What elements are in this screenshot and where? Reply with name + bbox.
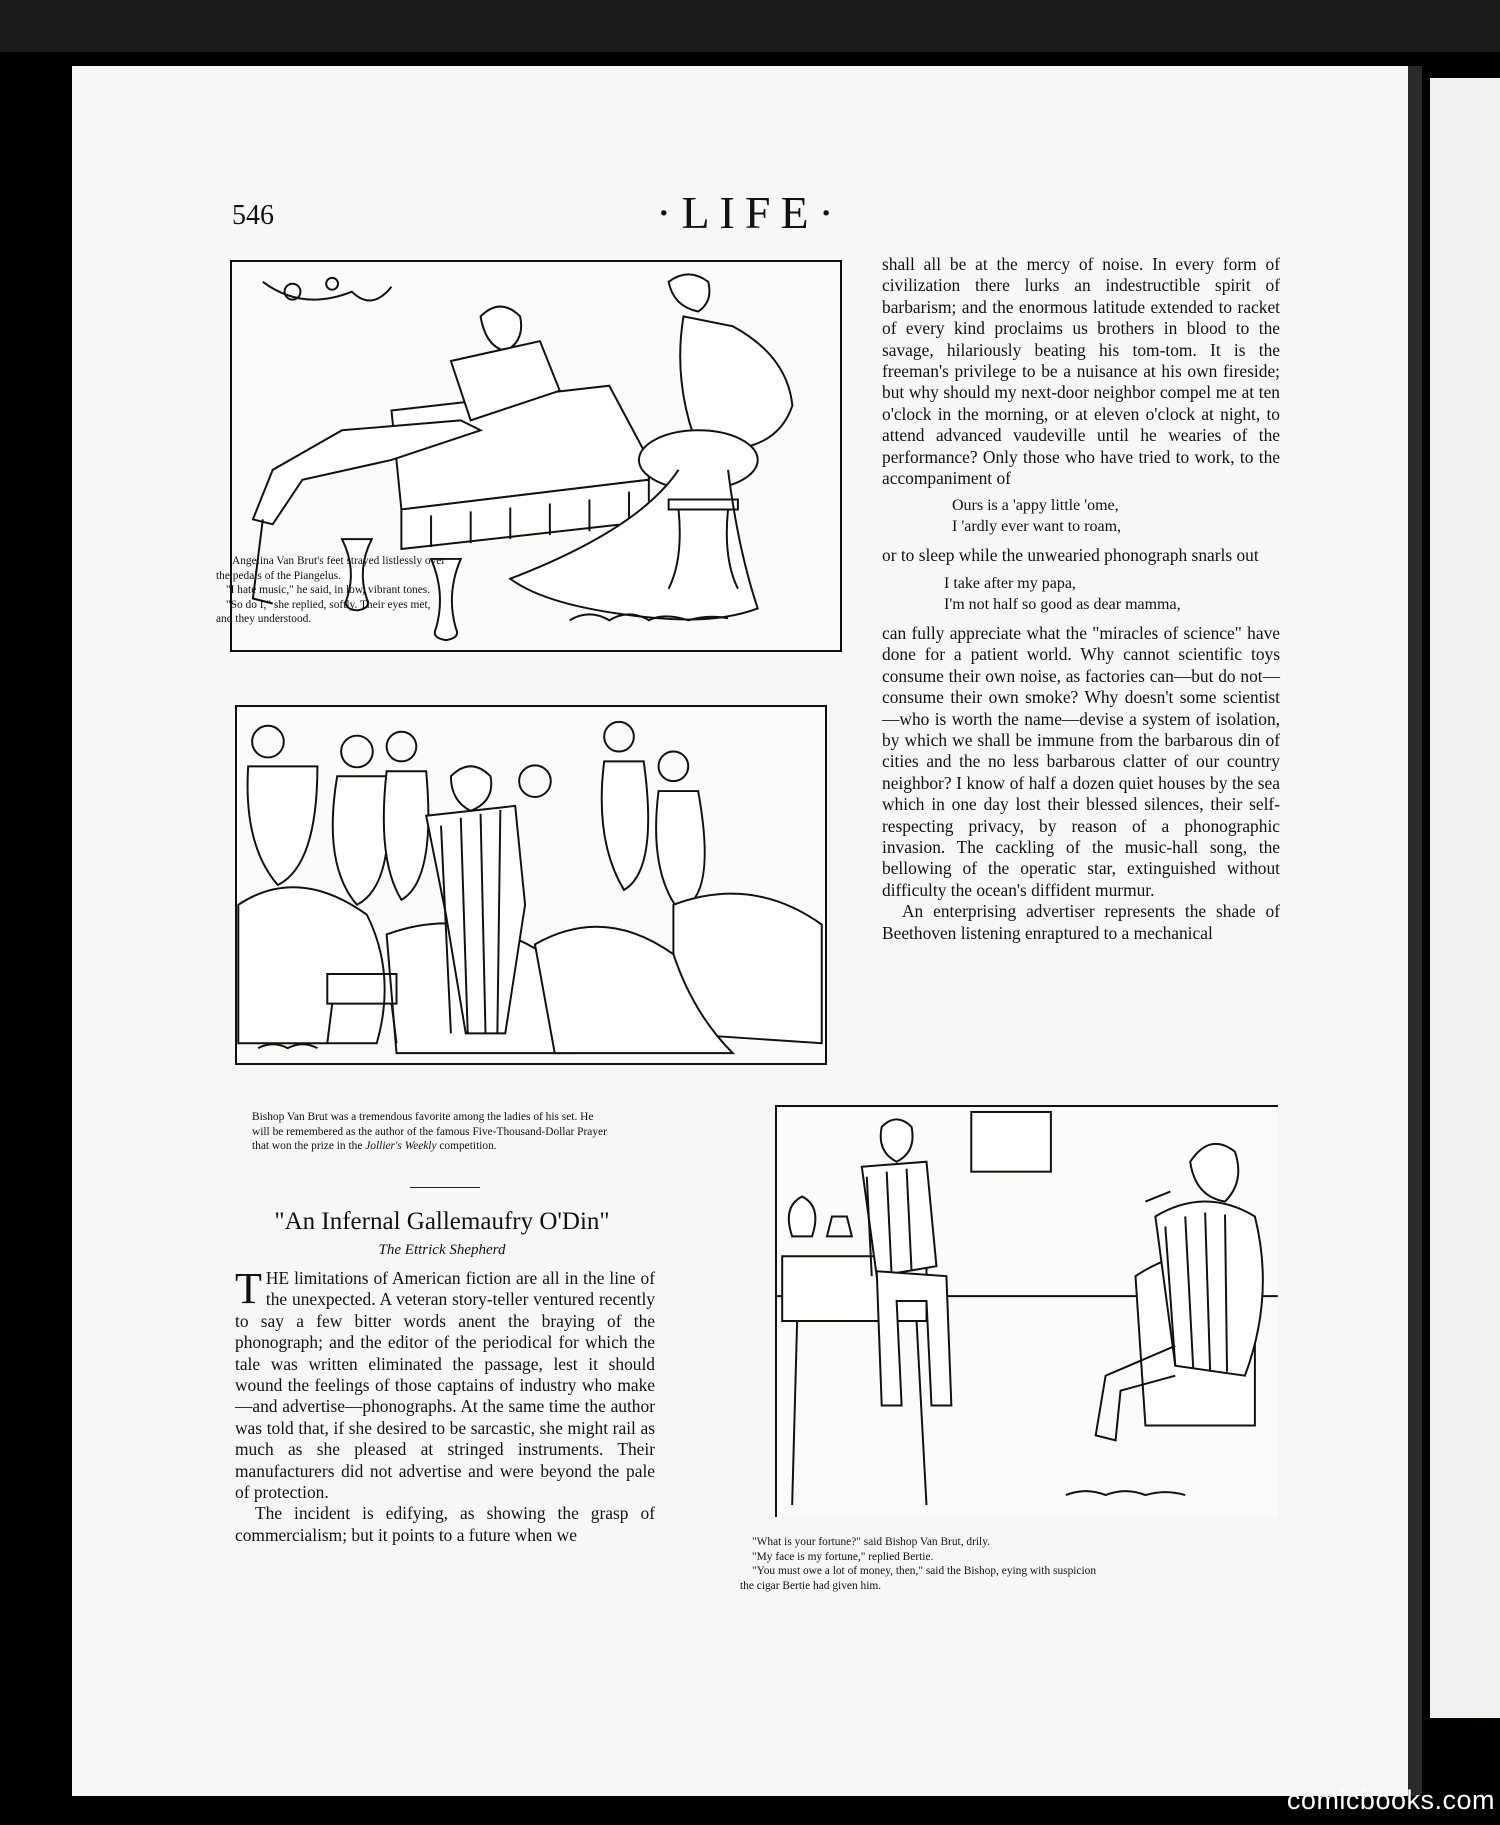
bertie-bishop-drawing: [777, 1107, 1278, 1517]
bishop-ladies-drawing: [237, 707, 825, 1063]
cartoon3-caption-line2: "My face is my fortune," replied Bertie.: [752, 1550, 934, 1563]
cartoon-bertie-bishop-illustration: [775, 1105, 1278, 1517]
cartoon-piano-illustration: [216, 260, 842, 652]
verse-block-1: [882, 495, 1280, 537]
masthead-title: ·LIFE·: [656, 187, 844, 238]
cartoon2-caption-line2: will be remembered as the author of the famous Five-Thousand-Dollar Prayer: [252, 1125, 607, 1138]
verse2-line1: I take after my papa,: [944, 574, 1076, 592]
adjacent-page-edge: [1430, 78, 1500, 1718]
cartoon2-caption: [252, 1110, 607, 1154]
cartoon3-caption-line1: "What is your fortune?" said Bishop Van Brut, drily.: [752, 1536, 991, 1548]
article-body: [235, 1264, 655, 1546]
right-column-paragraph-4: An enterprising advertiser represents the shade of Beethoven listening enraptured to a mechanical: [882, 901, 1280, 943]
article-paragraph-1: [235, 1264, 655, 1503]
right-column-text: [882, 254, 1280, 944]
cartoon1-caption: [216, 554, 445, 627]
article-dropcap: T: [235, 1264, 262, 1313]
cartoon2-caption-line1: Bishop Van Brut was a tremendous favorite among the ladies of his set. He: [252, 1111, 594, 1123]
cartoon3-caption-line3: "You must owe a lot of money, then," said the Bishop, eying with suspicion: [752, 1565, 1097, 1578]
cartoon2-caption-line3-pre: that won the prize in the: [252, 1140, 366, 1153]
cartoon2-caption-line3-post: competition.: [436, 1140, 497, 1153]
article-title: "An Infernal Gallemaufry O'Din": [274, 1208, 610, 1235]
page-gutter-shadow: [1408, 66, 1422, 1796]
cartoon1-caption-line2: the pedals of the Piangelus.: [216, 569, 341, 582]
cartoon1-caption-line1: Angelina Van Brut's feet strayed listlessly over: [232, 555, 446, 567]
cartoon1-caption-line5: and they understood.: [216, 613, 312, 626]
right-column-paragraph-3: can fully appreciate what the "miracles of science" have done for a patient world. Why cannot scientific toys consume their own noise, as factories can—but do not—consume their own smoke? Why doesn't some scientist—who is worth the name—devise a system of isolation, by which we shall be immune from the barbarous din of cities and the no less barbarous clatter of our country neighbor? I know of half a dozen quiet houses by the sea which in one day lost their blessed silences, their self-respecting privacy, by reason of a phonographic invasion. The cackling of the music-hall song, the bellowing of the operatic star, extinguished without difficulty the ocean's diffident murmur.: [882, 622, 1280, 900]
cartoon-bishop-ladies-illustration: [235, 705, 827, 1065]
page-number: 546: [232, 200, 274, 231]
right-column-paragraph-1: shall all be at the mercy of noise. In every form of civilization there lurks an indestructible spirit of barbarism; and the enormous latitude extended to racket of every kind proclaims us brothers in blood to the savage, hilariously beating his tom-tom. It is the freeman's privilege to be a nuisance at his own fireside; but why should my next-door neighbor compel me at ten o'clock in the morning, or at eleven o'clock at night, to attend advanced vaudeville until he wearies of the performance? Only those who have tried to work, to the accompaniment of: [882, 254, 1280, 489]
verse1-line1: Ours is a 'appy little 'ome,: [952, 497, 1119, 515]
article-paragraph-1-text: HE limitations of American fiction are all in the line of the unexpected. A veteran story-teller ventured recently to say a few bitter words anent the braying of the phonograph; and the editor of the periodical for which the tale was written eliminated the passage, lest it should wound the feelings of those captains of industry who make—and advertise—phonographs. At the same time the author was told that, if she desired to be sarcastic, she might rail as much as she pleased at stringed instruments. Their manufacturers did not advertise and were beyond the pale of protection.: [235, 1268, 655, 1503]
article-byline: The Ettrick Shepherd: [378, 1242, 506, 1258]
cartoon3-caption: [740, 1535, 1096, 1593]
verse-block-2: [882, 573, 1280, 615]
cartoon1-caption-line3: "I hate music," he said, in low, vibrant tones.: [226, 584, 431, 597]
cartoon3-caption-line4: the cigar Bertie had given him.: [740, 1579, 882, 1592]
scan-border-top: [0, 0, 1500, 52]
verse2-line2: I'm not half so good as dear mamma,: [944, 595, 1181, 613]
verse1-line2: I 'ardly ever want to roam,: [952, 518, 1122, 536]
cartoon1-caption-line4: "So do I," she replied, softly. Their eyes met,: [226, 598, 431, 611]
cartoon2-caption-magazine-name: Jollier's Weekly: [365, 1140, 437, 1153]
comicbooks-watermark: comicbooks.com: [1286, 1785, 1495, 1815]
article-paragraph-2: The incident is edifying, as showing the grasp of commercialism; but it points to a future when we: [235, 1503, 655, 1545]
section-divider-rule: [410, 1187, 480, 1188]
cartoon2-caption-line3: [252, 1139, 607, 1154]
right-column-paragraph-2: or to sleep while the unwearied phonograph snarls out: [882, 545, 1259, 566]
